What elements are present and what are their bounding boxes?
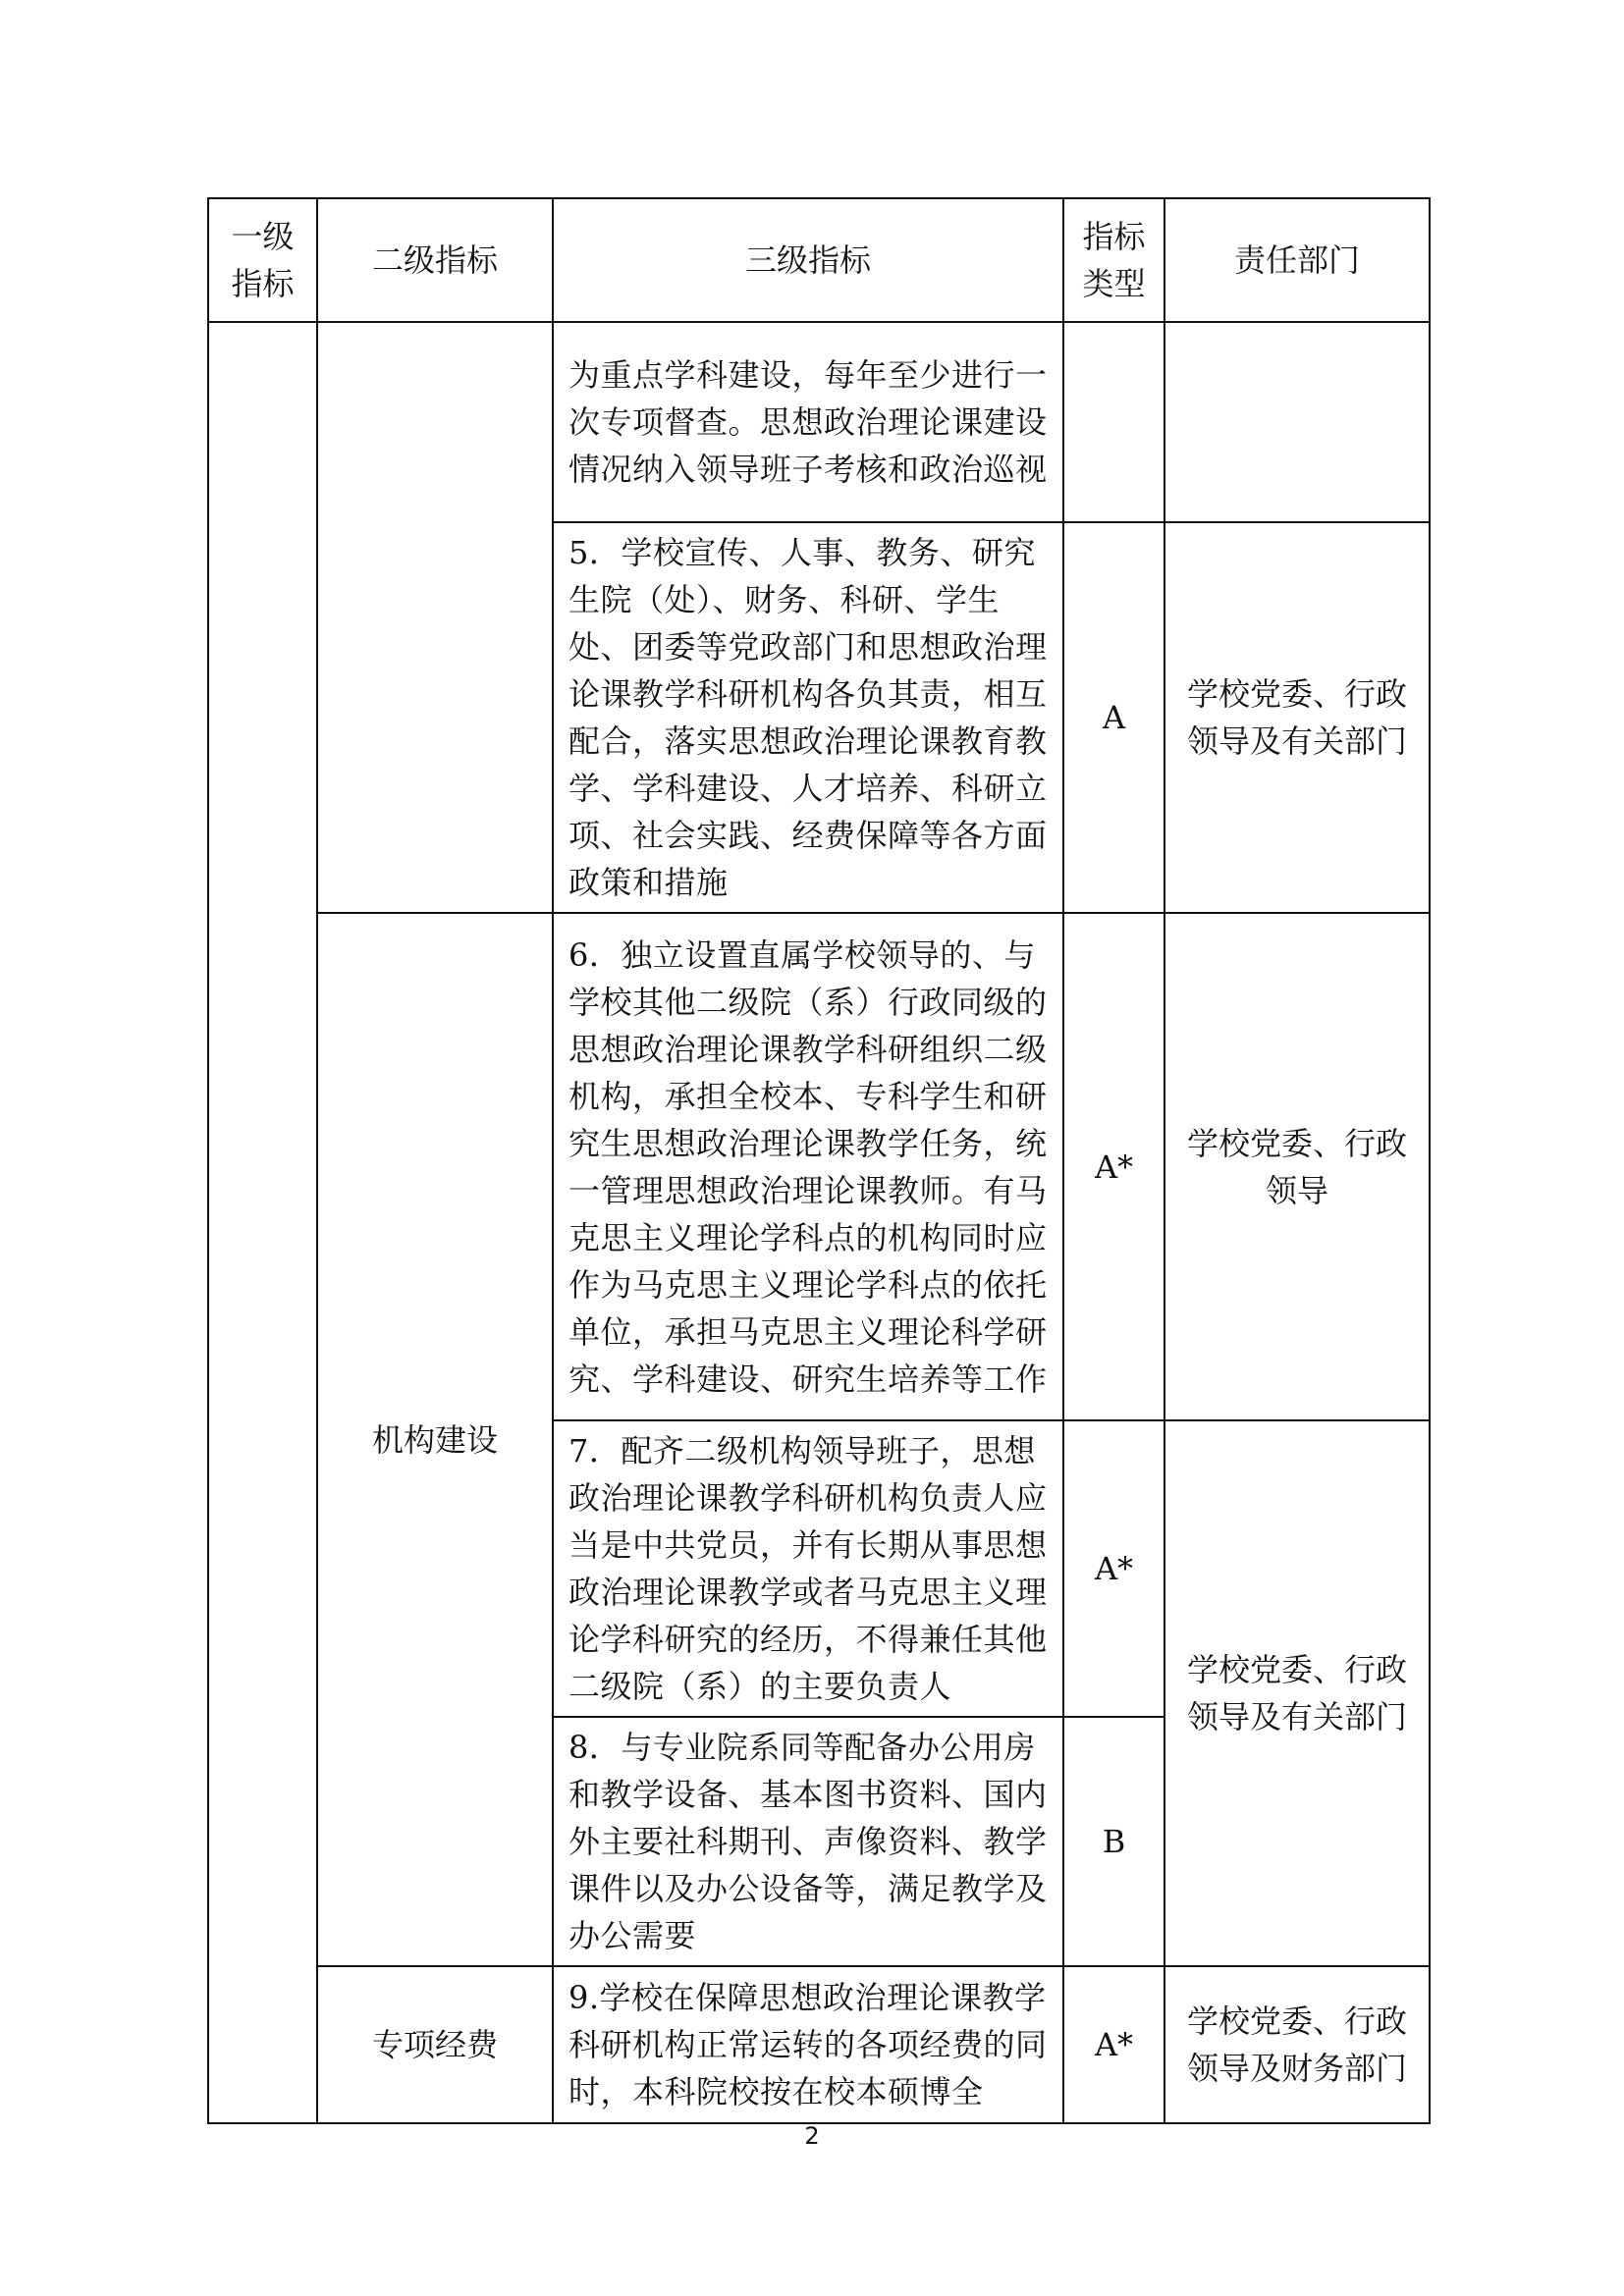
header-dept: 责任部门 <box>1164 198 1430 322</box>
table-row <box>208 322 1430 522</box>
level3-cell: 为重点学科建设，每年至少进行一次专项督查。思想政治理论课建设情况纳入领导班子考核和政治巡视 <box>553 322 1063 522</box>
type-cell: B <box>1063 1717 1164 1966</box>
level2-cell: 专项经费 <box>317 1966 553 2123</box>
header-level3: 三级指标 <box>553 198 1063 322</box>
type-cell <box>1063 322 1164 522</box>
type-cell: A* <box>1063 913 1164 1420</box>
indicator-table <box>207 197 1431 2124</box>
dept-cell: 学校党委、行政领导 <box>1164 913 1430 1420</box>
dept-cell: 学校党委、行政领导及有关部门 <box>1164 522 1430 913</box>
header-level1: 一级 指标 <box>208 198 317 322</box>
type-cell: A* <box>1063 1966 1164 2123</box>
level3-cell: 5．学校宣传、人事、教务、研究生院（处）、财务、科研、学生处、团委等党政部门和思想政治理论课教学科研机构各负其责，相互配合，落实思想政治理论课教育教学、学科建设、人才培养、科研立项、社会实践、经费保障等各方面政策和措施 <box>553 522 1063 913</box>
level3-cell: 6．独立设置直属学校领导的、与学校其他二级院（系）行政同级的思想政治理论课教学科研组织二级机构，承担全校本、专科学生和研究生思想政治理论课教学任务，统一管理思想政治理论课教师。有马克思主义理论学科点的机构同时应作为马克思主义理论学科点的依托单位，承担马克思主义理论科学研究、学科建设、研究生培养等工作 <box>553 913 1063 1420</box>
type-cell: A* <box>1063 1420 1164 1717</box>
dept-cell <box>1164 322 1430 522</box>
page-number: 2 <box>804 2122 820 2150</box>
type-cell: A <box>1063 522 1164 913</box>
level1-cell <box>208 322 317 2123</box>
dept-cell: 学校党委、行政领导及有关部门 <box>1164 1420 1430 1966</box>
dept-cell: 学校党委、行政领导及财务部门 <box>1164 1966 1430 2123</box>
table-row <box>208 913 1430 1420</box>
header-type: 指标 类型 <box>1063 198 1164 322</box>
table-row <box>208 1966 1430 2123</box>
level3-cell: 7．配齐二级机构领导班子，思想政治理论课教学科研机构负责人应当是中共党员，并有长期从事思想政治理论课教学或者马克思主义理论学科研究的经历，不得兼任其他二级院（系）的主要负责人 <box>553 1420 1063 1717</box>
level3-cell: 9.学校在保障思想政治理论课教学科研机构正常运转的各项经费的同时，本科院校按在校本硕博全 <box>553 1966 1063 2123</box>
table-header-row <box>208 198 1430 322</box>
level2-cell: 机构建设 <box>317 913 553 1966</box>
header-level2: 二级指标 <box>317 198 553 322</box>
level3-cell: 8．与专业院系同等配备办公用房和教学设备、基本图书资料、国内外主要社科期刊、声像资料、教学课件以及办公设备等，满足教学及办公需要 <box>553 1717 1063 1966</box>
level2-cell <box>317 322 553 913</box>
